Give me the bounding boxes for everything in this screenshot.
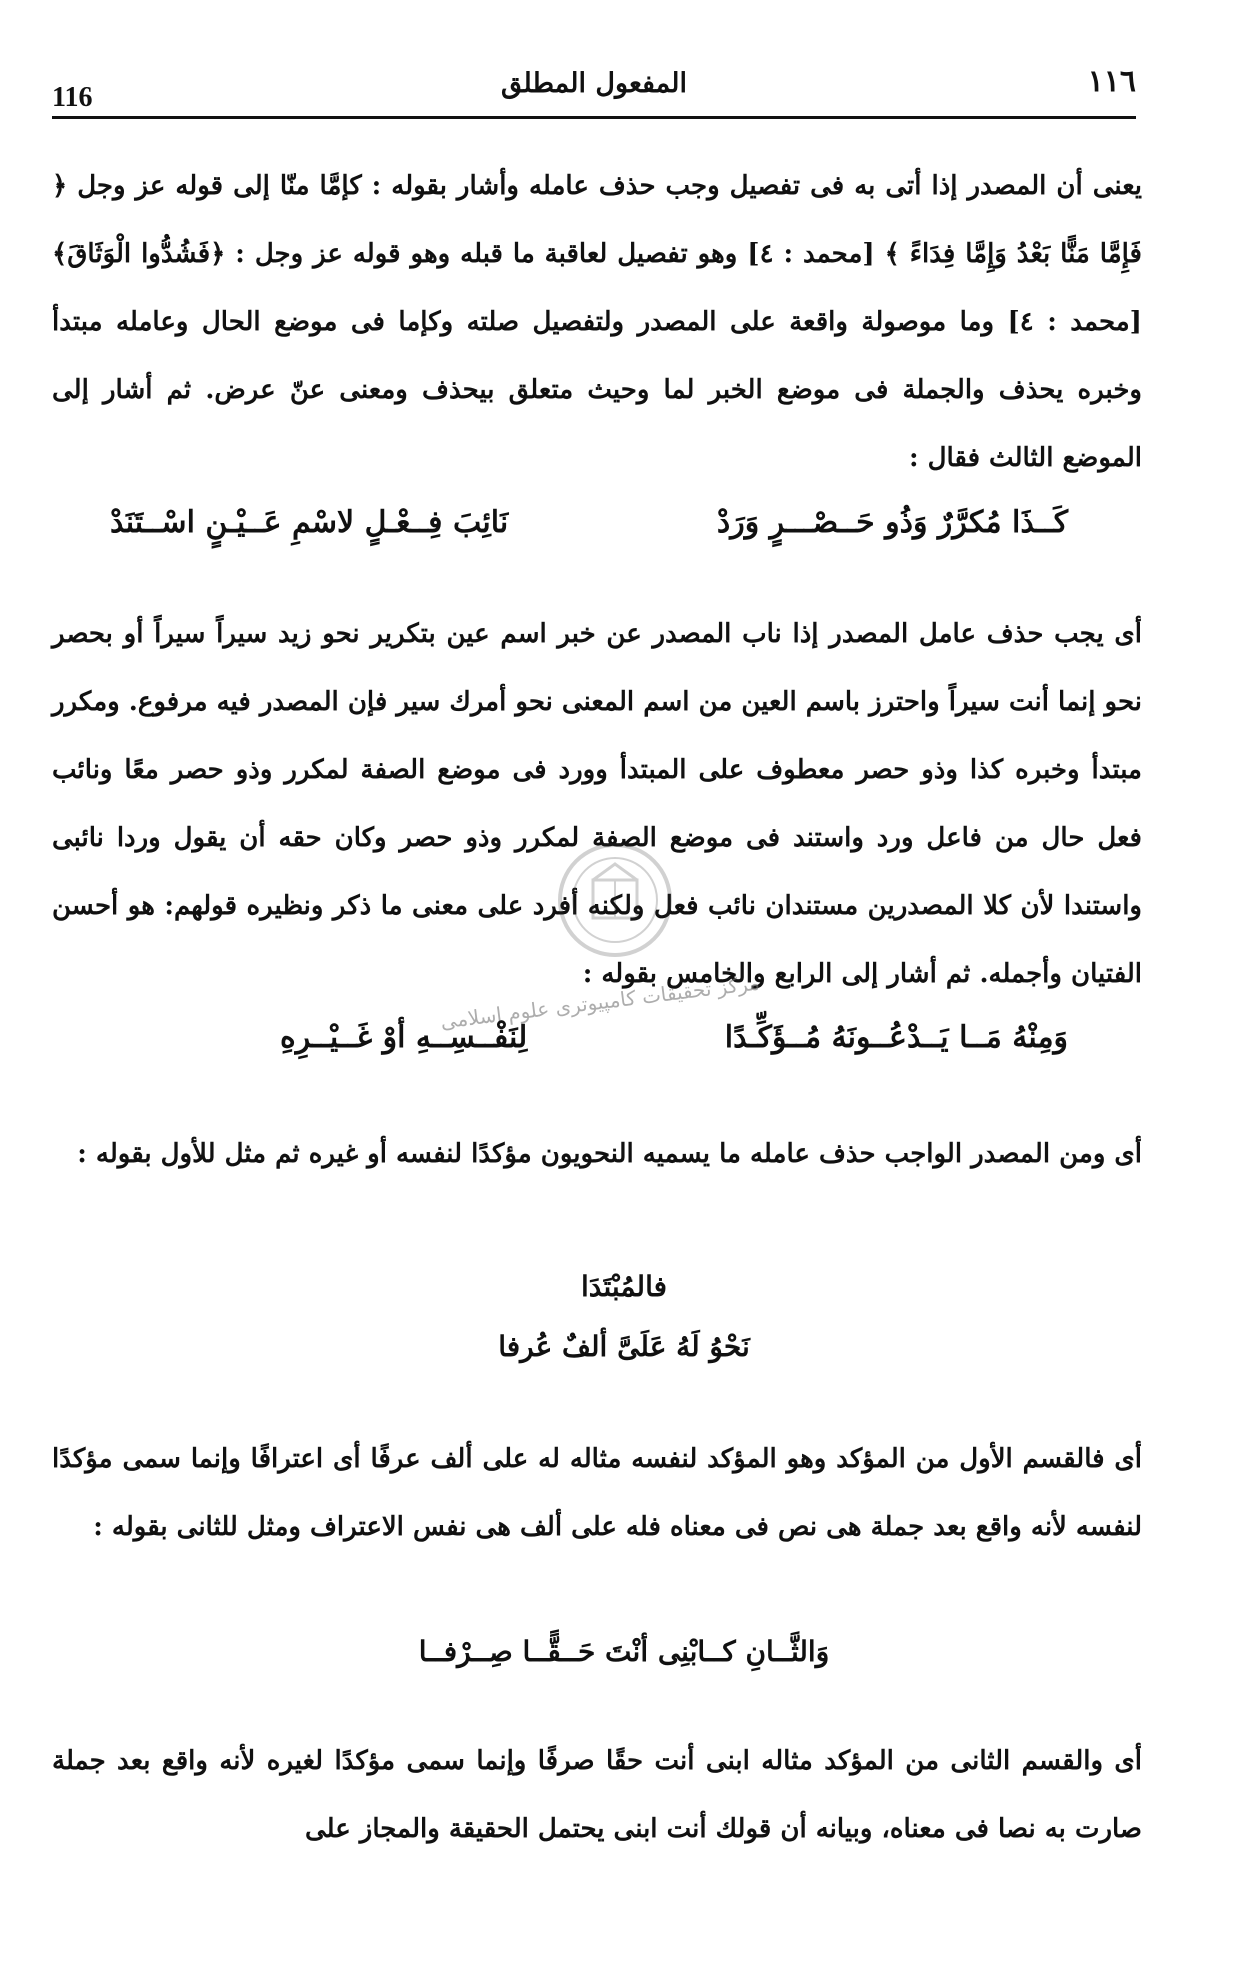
centered-verse-line-2: وَالثَّــانِ كــابْنِى أنْتَ حَــقًّــا صِــرْفــا [418, 1635, 830, 1668]
paragraph-3: أى ومن المصدر الواجب حذف عامله ما يسميه النحويون مؤكدًا لنفسه أو غيره ثم مثل للأول بقوله : [77, 1139, 1142, 1169]
paragraph-2: أى يجب حذف عامل المصدر إذا ناب المصدر عن خبر اسم عين بتكرير نحو زيد سيراً سيراً أو بحصر نحو إنما أنت سيراً واحترز باسم العين من اسم المعنى نحو أمرك سير فإن المصدر فيه مرفوع. ومكرر مبتدأ وخبره كذا وذو حصر معطوف على المبتدأ وورد فى موضع الصفة لمكرر وذو حصر معًا ونائب فعل حال من فاعل ورد واستند فى موضع الصفة لمكرر وذو حصر وكان حقه أن يقول وردا نائبى واستندا لأن كلا المصدرين مستندان نائب فعل ولكنه أفرد على معنى ما ذكر ونظيره قولهم: هو أحسن الفتيان وأجمله. ثم أشار إلى الرابع والخامس بقوله : [52, 619, 1142, 989]
verse-2-second-hemistich: لِنَفْــسِــهِ أوْ غَــيْــرِهِ [280, 1020, 528, 1055]
running-title: المفعول المطلق [501, 68, 687, 99]
paragraph-1: يعنى أن المصدر إذا أتى به فى تفصيل وجب حذف عامله وأشار بقوله : كإمَّا منّا إلى قوله عز وجل ﴿ فَإِمَّا مَنًّا بَعْدُ وَإِمَّا فِدَاءً ﴾ [محمد : ٤] وهو تفصيل لعاقبة ما قبله وهو قوله عز وجل : ﴿فَشُدُّوا الْوَثَاقَ﴾ [محمد : ٤] وما موصولة واقعة على المصدر ولتفصيل صلته وكإما فى موضع الحال وعامله مبتدأ وخبره يحذف والجملة فى موضع الخبر لما وحيث متعلق بيحذف ومعنى عنّ عرض. ثم أشار إلى الموضع الثالث فقال : [52, 171, 1142, 473]
library-seal-icon [555, 840, 675, 960]
centered-verse-heading: فالمُبْتَدَا [580, 1270, 667, 1303]
page-number-latin: 116 [52, 82, 93, 113]
verse-2-first-hemistich: وَمِنْهُ مَــا يَــدْعُــونَهُ مُــؤَكِّـدًا [724, 1020, 1068, 1055]
watermark-text: مركز تحقيقات كامپيوترى علوم اسلامى [439, 970, 761, 1034]
page-header [52, 58, 1136, 119]
centered-verse-line: نَحْوُ لَهُ عَلَىَّ ألفٌ عُرفا [498, 1330, 750, 1363]
paragraph-4: أى فالقسم الأول من المؤكد وهو المؤكد لنفسه مثاله له على ألف عرفًا أى اعترافًا وإنما سمى مؤكدًا لنفسه لأنه واقع بعد جملة هى نص فى معناه فله على ألف هى نفس الاعتراف ومثل للثانى بقوله : [52, 1444, 1142, 1542]
verse-1-second-hemistich: نَائِبَ فِــعْـلٍ لاسْمِ عَــيْـنٍ اسْــتَنَدْ [110, 505, 509, 540]
verse-1-first-hemistich: كَــذَا مُكرَّرٌ وَذُو حَــصْـــرٍ وَرَدْ [716, 505, 1068, 540]
page-number-arabic: ١١٦ [1087, 64, 1136, 99]
paragraph-5: أى والقسم الثانى من المؤكد مثاله ابنى أنت حقًا صرفًا وإنما سمى مؤكدًا لغيره لأنه واقع بعد جملة صارت به نصا فى معناه، وبيانه أن قولك أنت ابنى يحتمل الحقيقة والمجاز على [52, 1746, 1142, 1844]
